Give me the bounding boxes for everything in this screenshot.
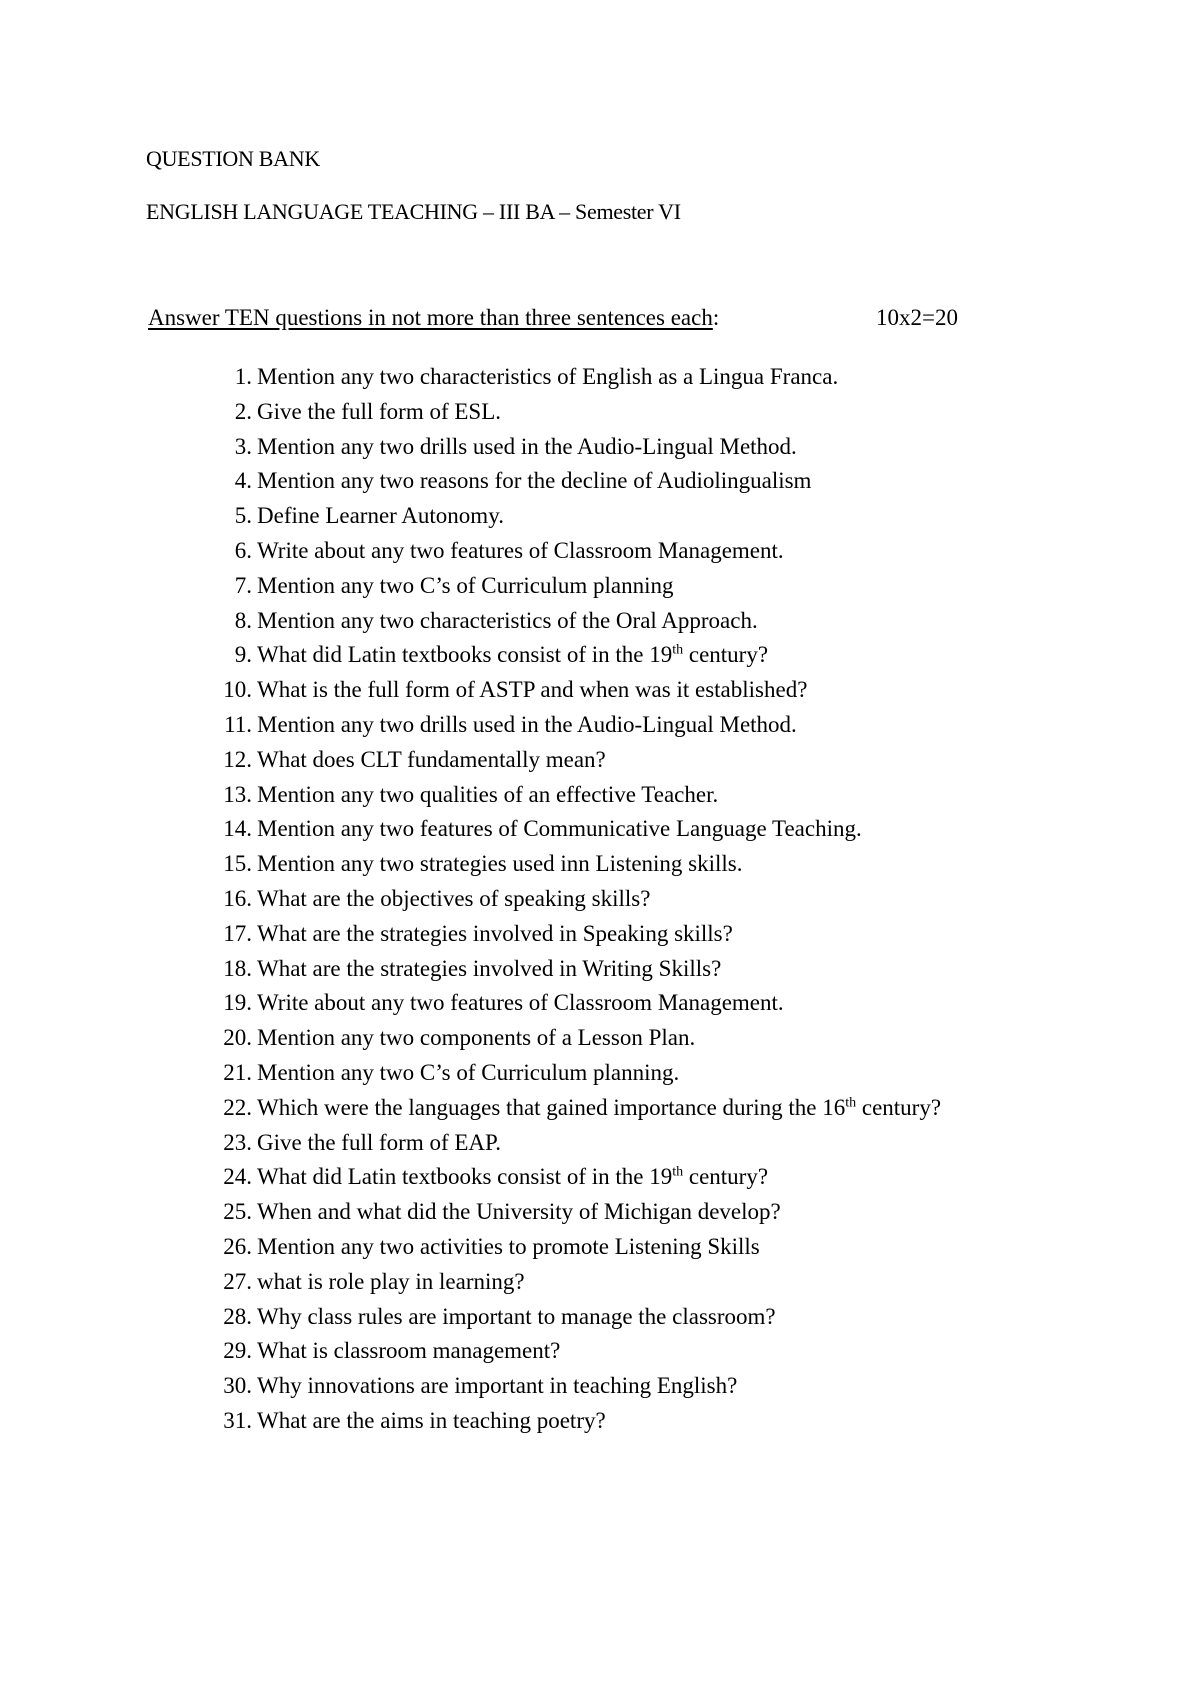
- question-text: [257, 434, 797, 459]
- question-number: 20.: [223, 1025, 252, 1051]
- question-text-end: century?: [683, 642, 769, 668]
- question-text-main: Mention any two activities to promote Listening Skills: [257, 1233, 760, 1259]
- question-text-main: Write about any two features of Classroom Management.: [257, 537, 784, 563]
- question-text-main: Mention any two components of a Lesson Plan.: [257, 1025, 696, 1051]
- question-item: [200, 638, 941, 673]
- question-number: 5.: [234, 503, 252, 529]
- question-text: [257, 1130, 501, 1155]
- question-text-main: Mention any two characteristics of English as a Lingua Franca.: [257, 364, 839, 389]
- question-item: [200, 499, 941, 534]
- question-item: [200, 1126, 941, 1161]
- question-text-main: Mention any two features of Communicative Language Teaching.: [257, 816, 862, 842]
- marks-allocation: 10x2=20: [876, 305, 958, 330]
- question-item: [200, 1230, 941, 1265]
- question-item: [200, 952, 941, 987]
- question-text: [257, 573, 674, 598]
- question-text: [257, 364, 838, 389]
- question-number: 18.: [223, 955, 252, 981]
- question-text: [257, 782, 718, 807]
- question-text-main: Mention any two characteristics of the Oral Approach.: [257, 607, 758, 633]
- question-item: [200, 395, 941, 430]
- question-item: [200, 986, 941, 1021]
- question-list: [200, 360, 941, 1439]
- question-number: 28.: [223, 1303, 252, 1329]
- question-number: 12.: [223, 746, 252, 772]
- question-text: [257, 1164, 768, 1189]
- ordinal-suffix: th: [672, 642, 684, 658]
- question-item: [200, 1160, 941, 1195]
- question-text: [257, 1338, 560, 1363]
- question-item: [200, 464, 941, 499]
- question-number: 23.: [223, 1129, 252, 1155]
- question-text: [257, 1234, 760, 1259]
- question-item: [200, 847, 941, 882]
- question-text: [257, 1408, 606, 1433]
- question-number: 14.: [223, 816, 252, 842]
- question-item: [200, 360, 941, 395]
- question-text-main: What are the aims in teaching poetry?: [257, 1407, 606, 1433]
- question-text: [257, 886, 650, 911]
- question-text-main: Define Learner Autonomy.: [257, 503, 504, 529]
- question-item: [200, 1195, 941, 1230]
- question-number: 29.: [223, 1338, 252, 1364]
- question-number: 25.: [223, 1199, 252, 1225]
- question-text: [257, 1269, 525, 1294]
- question-item: [200, 430, 941, 465]
- question-number: 10.: [223, 677, 252, 703]
- question-text-main: What is classroom management?: [257, 1338, 561, 1364]
- question-text: [257, 677, 807, 702]
- question-text: [257, 816, 862, 841]
- document-subtitle: ENGLISH LANGUAGE TEACHING – III BA – Semester VI: [146, 199, 681, 224]
- instruction-colon: :: [712, 305, 720, 330]
- question-item: [200, 882, 941, 917]
- question-text-main: Mention any two drills used in the Audio-Lingual Method.: [257, 711, 797, 737]
- question-number: 26.: [223, 1233, 252, 1259]
- question-item: [200, 1300, 941, 1335]
- question-text: [257, 642, 768, 667]
- question-item: [200, 1334, 941, 1369]
- question-text: [257, 851, 743, 876]
- question-item: [200, 1369, 941, 1404]
- question-text-main: What are the objectives of speaking skills?: [257, 885, 651, 911]
- question-number: 4.: [234, 468, 252, 494]
- question-text-main: Mention any two C’s of Curriculum planning: [257, 572, 674, 598]
- question-item: [200, 1056, 941, 1091]
- question-text-main: Mention any two qualities of an effective Teacher.: [257, 781, 719, 807]
- instruction-text: Answer TEN questions in not more than three sentences each: [148, 305, 713, 330]
- question-text: [257, 538, 784, 563]
- question-number: 27.: [223, 1268, 252, 1294]
- question-text-main: Mention any two reasons for the decline of Audiolingualism: [257, 468, 812, 494]
- question-text-main: What did Latin textbooks consist of in the 19: [257, 1164, 673, 1190]
- question-text-main: Mention any two drills used in the Audio-Lingual Method.: [257, 433, 797, 459]
- question-text: [257, 503, 504, 528]
- question-text-end: century?: [856, 1094, 942, 1120]
- question-number: 8.: [234, 607, 252, 633]
- ordinal-suffix: th: [845, 1095, 857, 1111]
- document-title: QUESTION BANK: [146, 146, 320, 171]
- question-number: 3.: [234, 433, 252, 459]
- question-item: [200, 778, 941, 813]
- question-number: 7.: [234, 572, 252, 598]
- question-text: [257, 956, 721, 981]
- question-item: [200, 569, 941, 604]
- section-instruction: [148, 305, 978, 331]
- question-number: 1.: [234, 364, 252, 389]
- question-text-end: century?: [683, 1164, 769, 1190]
- question-text: [257, 921, 733, 946]
- question-number: 16.: [223, 885, 252, 911]
- question-number: 24.: [223, 1164, 252, 1190]
- question-text-main: Why class rules are important to manage the classroom?: [257, 1303, 776, 1329]
- question-text: [257, 399, 501, 424]
- question-text: [257, 608, 758, 633]
- question-item: [200, 743, 941, 778]
- question-text: [257, 990, 784, 1015]
- question-item: [200, 604, 941, 639]
- question-text-main: What is the full form of ASTP and when was it established?: [257, 677, 808, 703]
- question-text-main: What are the strategies involved in Writing Skills?: [257, 955, 722, 981]
- question-item: [200, 1021, 941, 1056]
- question-text-main: What are the strategies involved in Speaking skills?: [257, 920, 733, 946]
- question-number: 21.: [223, 1059, 252, 1085]
- question-item: [200, 812, 941, 847]
- question-text-main: Why innovations are important in teaching English?: [257, 1373, 738, 1399]
- question-text: [257, 1060, 679, 1085]
- question-number: 17.: [223, 920, 252, 946]
- question-text: [257, 712, 797, 737]
- question-item: [200, 1265, 941, 1300]
- question-text-main: Which were the languages that gained importance during the 16: [257, 1094, 846, 1120]
- question-number: 30.: [223, 1373, 252, 1399]
- question-number: 31.: [223, 1407, 252, 1433]
- question-item: [200, 917, 941, 952]
- question-number: 22.: [223, 1094, 252, 1120]
- question-text-main: what is role play in learning?: [257, 1268, 525, 1294]
- ordinal-suffix: th: [672, 1164, 684, 1180]
- question-text-main: Give the full form of ESL.: [257, 398, 502, 424]
- question-text-main: Write about any two features of Classroom Management.: [257, 990, 784, 1016]
- question-number: 2.: [234, 398, 252, 424]
- question-number: 11.: [224, 711, 252, 737]
- question-text-main: Mention any two C’s of Curriculum planning.: [257, 1059, 680, 1085]
- question-number: 13.: [223, 781, 252, 807]
- question-text-main: What does CLT fundamentally mean?: [257, 746, 606, 772]
- question-text: [257, 1373, 737, 1398]
- question-number: 6.: [234, 537, 252, 563]
- question-text: [257, 468, 811, 493]
- question-item: [200, 708, 941, 743]
- question-text: [257, 747, 606, 772]
- question-item: [200, 534, 941, 569]
- question-text: [257, 1304, 776, 1329]
- question-item: [200, 673, 941, 708]
- question-item: [200, 1091, 941, 1126]
- question-text: [257, 1025, 695, 1050]
- question-item: [200, 1404, 941, 1439]
- question-number: 9.: [234, 642, 252, 668]
- question-text: [257, 1199, 781, 1224]
- question-number: 15.: [223, 851, 252, 877]
- question-text-main: Mention any two strategies used inn Listening skills.: [257, 851, 743, 877]
- question-number: 19.: [223, 990, 252, 1016]
- question-text-main: When and what did the University of Michigan develop?: [257, 1199, 781, 1225]
- question-text-main: What did Latin textbooks consist of in the 19: [257, 642, 673, 668]
- question-text-main: Give the full form of EAP.: [257, 1129, 502, 1155]
- question-text: [257, 1095, 941, 1120]
